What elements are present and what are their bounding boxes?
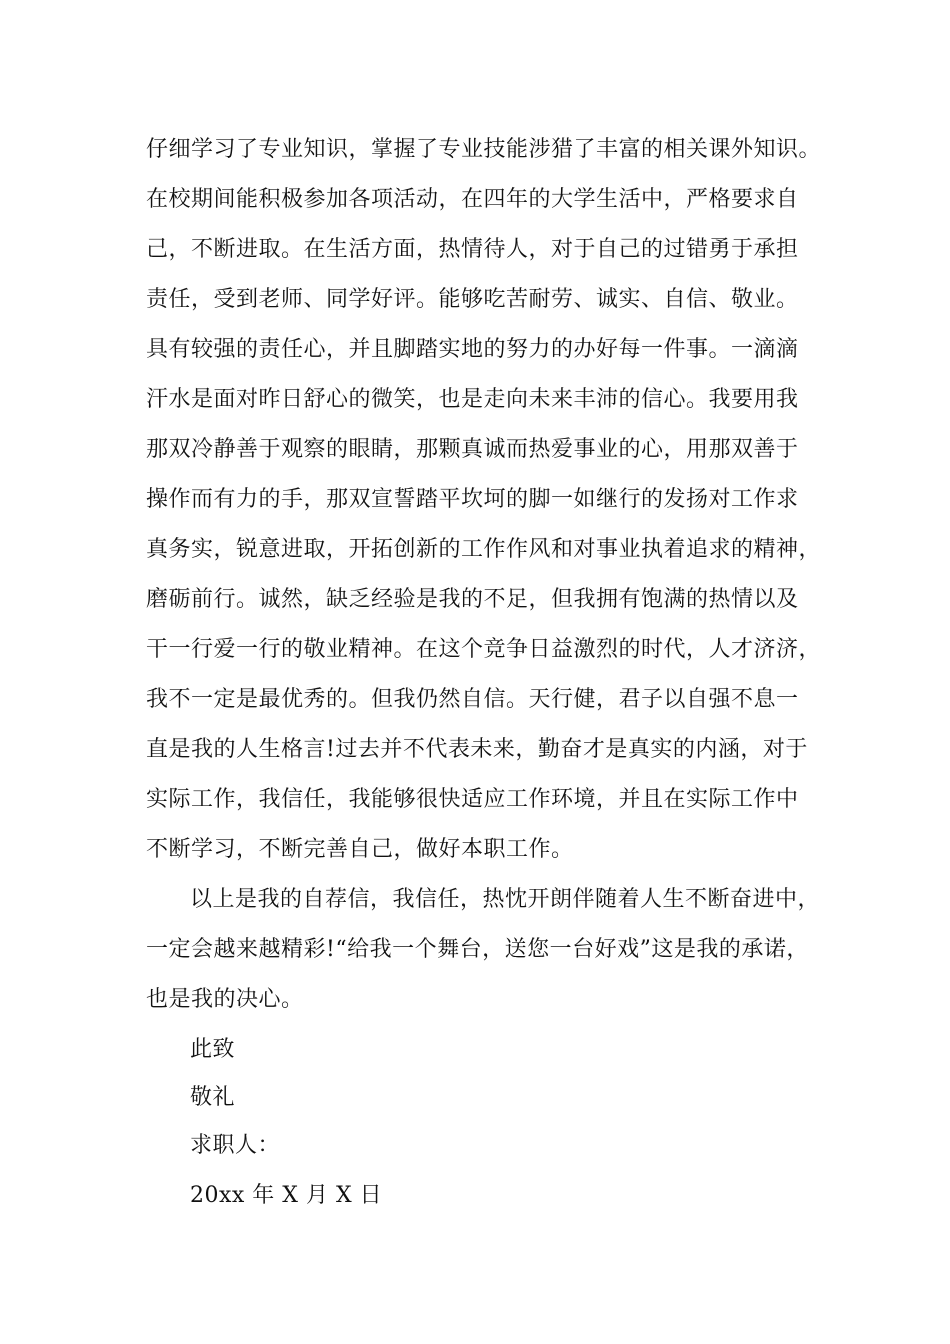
closing-paragraph-line: 以上是我的自荐信，我信任，热忱开朗伴随着人生不断奋进中，: [190, 887, 821, 912]
body-line: 我不一定是最优秀的。但我仍然自信。天行健，君子以自强不息一: [146, 687, 799, 712]
body-line: 干一行爱一行的敬业精神。在这个竞争日益激烈的时代，人才济济，: [146, 637, 822, 662]
body-line: 磨砺前行。诚然，缺乏经验是我的不足，但我拥有饱满的热情以及: [146, 587, 799, 612]
closing-paragraph-line: 一定会越来越精彩!“给我一个舞台，送您一台好戏”这是我的承诺，: [146, 937, 809, 962]
body-line: 汗水是面对昨日舒心的微笑，也是走向未来丰沛的信心。我要用我: [146, 387, 799, 412]
body-line: 那双冷静善于观察的眼睛，那颗真诚而热爱事业的心，用那双善于: [146, 437, 799, 462]
body-line: 实际工作，我信任，我能够很快适应工作环境，并且在实际工作中: [146, 787, 799, 812]
letter-date: 20xx 年 X 月 X 日: [190, 1183, 383, 1208]
body-line: 不断学习，不断完善自己，做好本职工作。: [146, 837, 574, 862]
closing-paragraph-line: 也是我的决心。: [146, 987, 304, 1012]
body-line: 仔细学习了专业知识，掌握了专业技能涉猎了丰富的相关课外知识。: [146, 137, 822, 162]
regards: 敬礼: [190, 1085, 236, 1110]
body-line: 己，不断进取。在生活方面，热情待人，对于自己的过错勇于承担: [146, 237, 799, 262]
body-line: 真务实，锐意进取，开拓创新的工作作风和对事业执着追求的精神，: [146, 537, 822, 562]
salutation: 此致: [190, 1037, 236, 1062]
applicant-label: 求职人：: [190, 1133, 281, 1158]
body-line: 责任，受到老师、同学好评。能够吃苦耐劳、诚实、自信、敬业。: [146, 287, 799, 312]
body-line: 操作而有力的手，那双宣誓踏平坎坷的脚一如继行的发扬对工作求: [146, 487, 799, 512]
body-line: 直是我的人生格言!过去并不代表未来，勤奋才是真实的内涵，对于: [146, 737, 808, 762]
body-line: 具有较强的责任心，并且脚踏实地的努力的办好每一件事。一滴滴: [146, 337, 799, 362]
body-line: 在校期间能积极参加各项活动，在四年的大学生活中，严格要求自: [146, 187, 799, 212]
